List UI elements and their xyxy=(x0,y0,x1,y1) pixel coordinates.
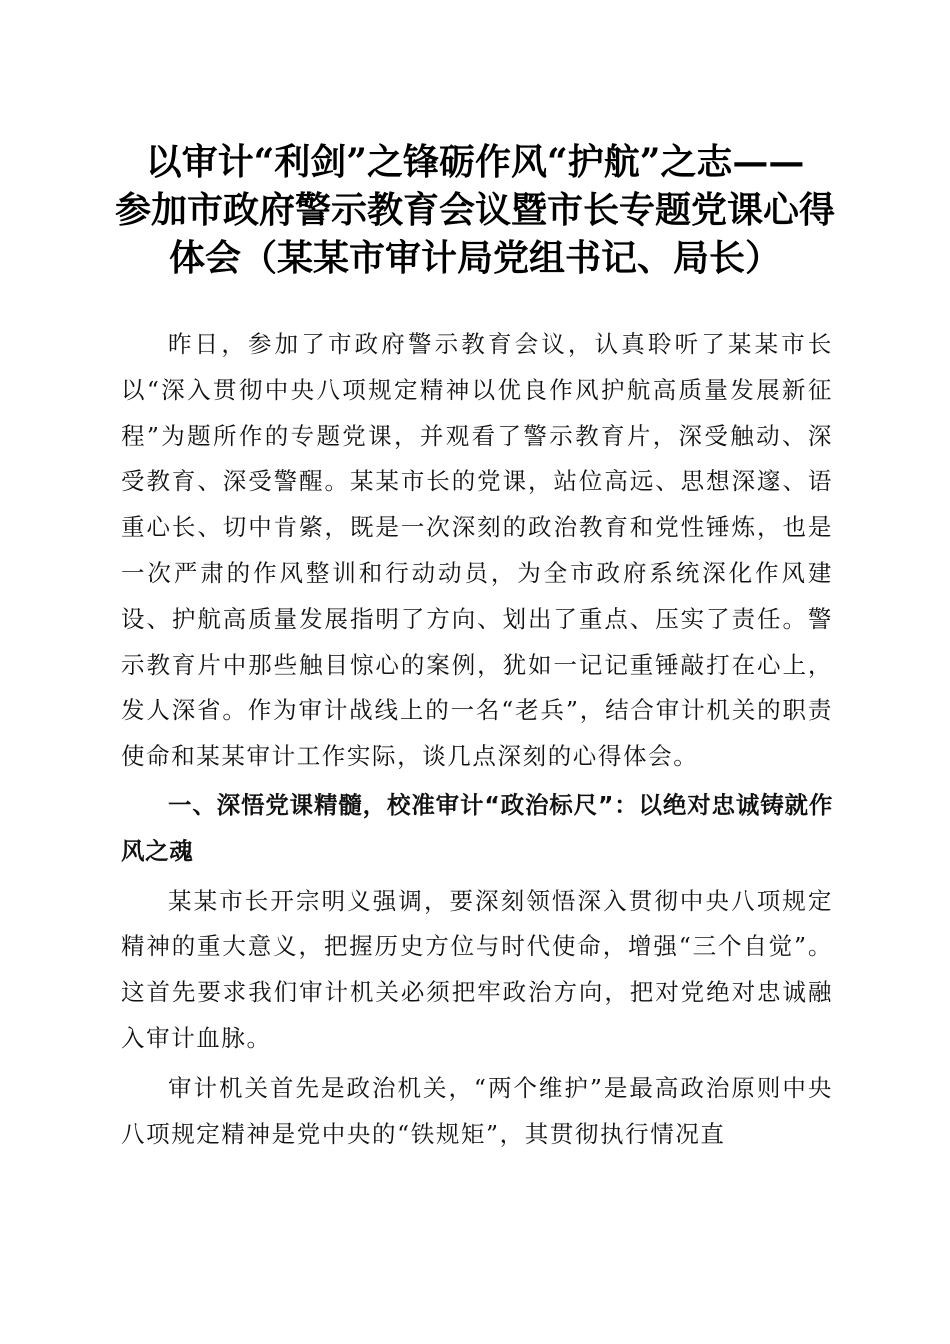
paragraph-intro: 昨日，参加了市政府警示教育会议，认真聆听了某某市长以“深入贯彻中央八项规定精神以优良作风护航高质量发展新征程”为题所作的专题党课，并观看了警示教育片，深受触动、深受教育、深受警醒。某某市长的党课，站位高远、思想深邃、语重心长、切中肯綮，既是一次深刻的政治教育和党性锤炼，也是一次严肃的作风整训和行动动员，为全市政府系统深化作风建设、护航高质量发展指明了方向、划出了重点、压实了责任。警示教育片中那些触目惊心的案例，犹如一记记重锤敲打在心上，发人深省。作为审计战线上的一名“老兵”，结合审计机关的职责使命和某某审计工作实际，谈几点深刻的心得体会。 xyxy=(121,330,833,771)
document-body xyxy=(121,322,833,1157)
title-line-2: 参加市政府警示教育会议暨市长专题党课心得 xyxy=(114,189,835,231)
paragraph-section-1-b: 审计机关首先是政治机关，“两个维护”是最高政治原则中央八项规定精神是党中央的“铁规矩”，其贯彻执行情况直 xyxy=(121,1073,833,1148)
document-title xyxy=(100,138,850,282)
title-line-1: 以审计“利剑”之锋砺作风“护航”之志—— xyxy=(145,141,805,183)
title-line-3: 体会（某某市审计局党组书记、局长） xyxy=(168,237,781,279)
section-heading-1: 一、深悟党课精髓，校准审计“政治标尺”：以绝对忠诚铸就作风之魂 xyxy=(121,790,833,865)
paragraph-section-1-a: 某某市长开宗明义强调，要深刻领悟深入贯彻中央八项规定精神的重大意义，把握历史方位与时代使命，增强“三个自觉”。这首先要求我们审计机关必须把牢政治方向，把对党绝对忠诚融入审计血脉。 xyxy=(121,886,833,1052)
